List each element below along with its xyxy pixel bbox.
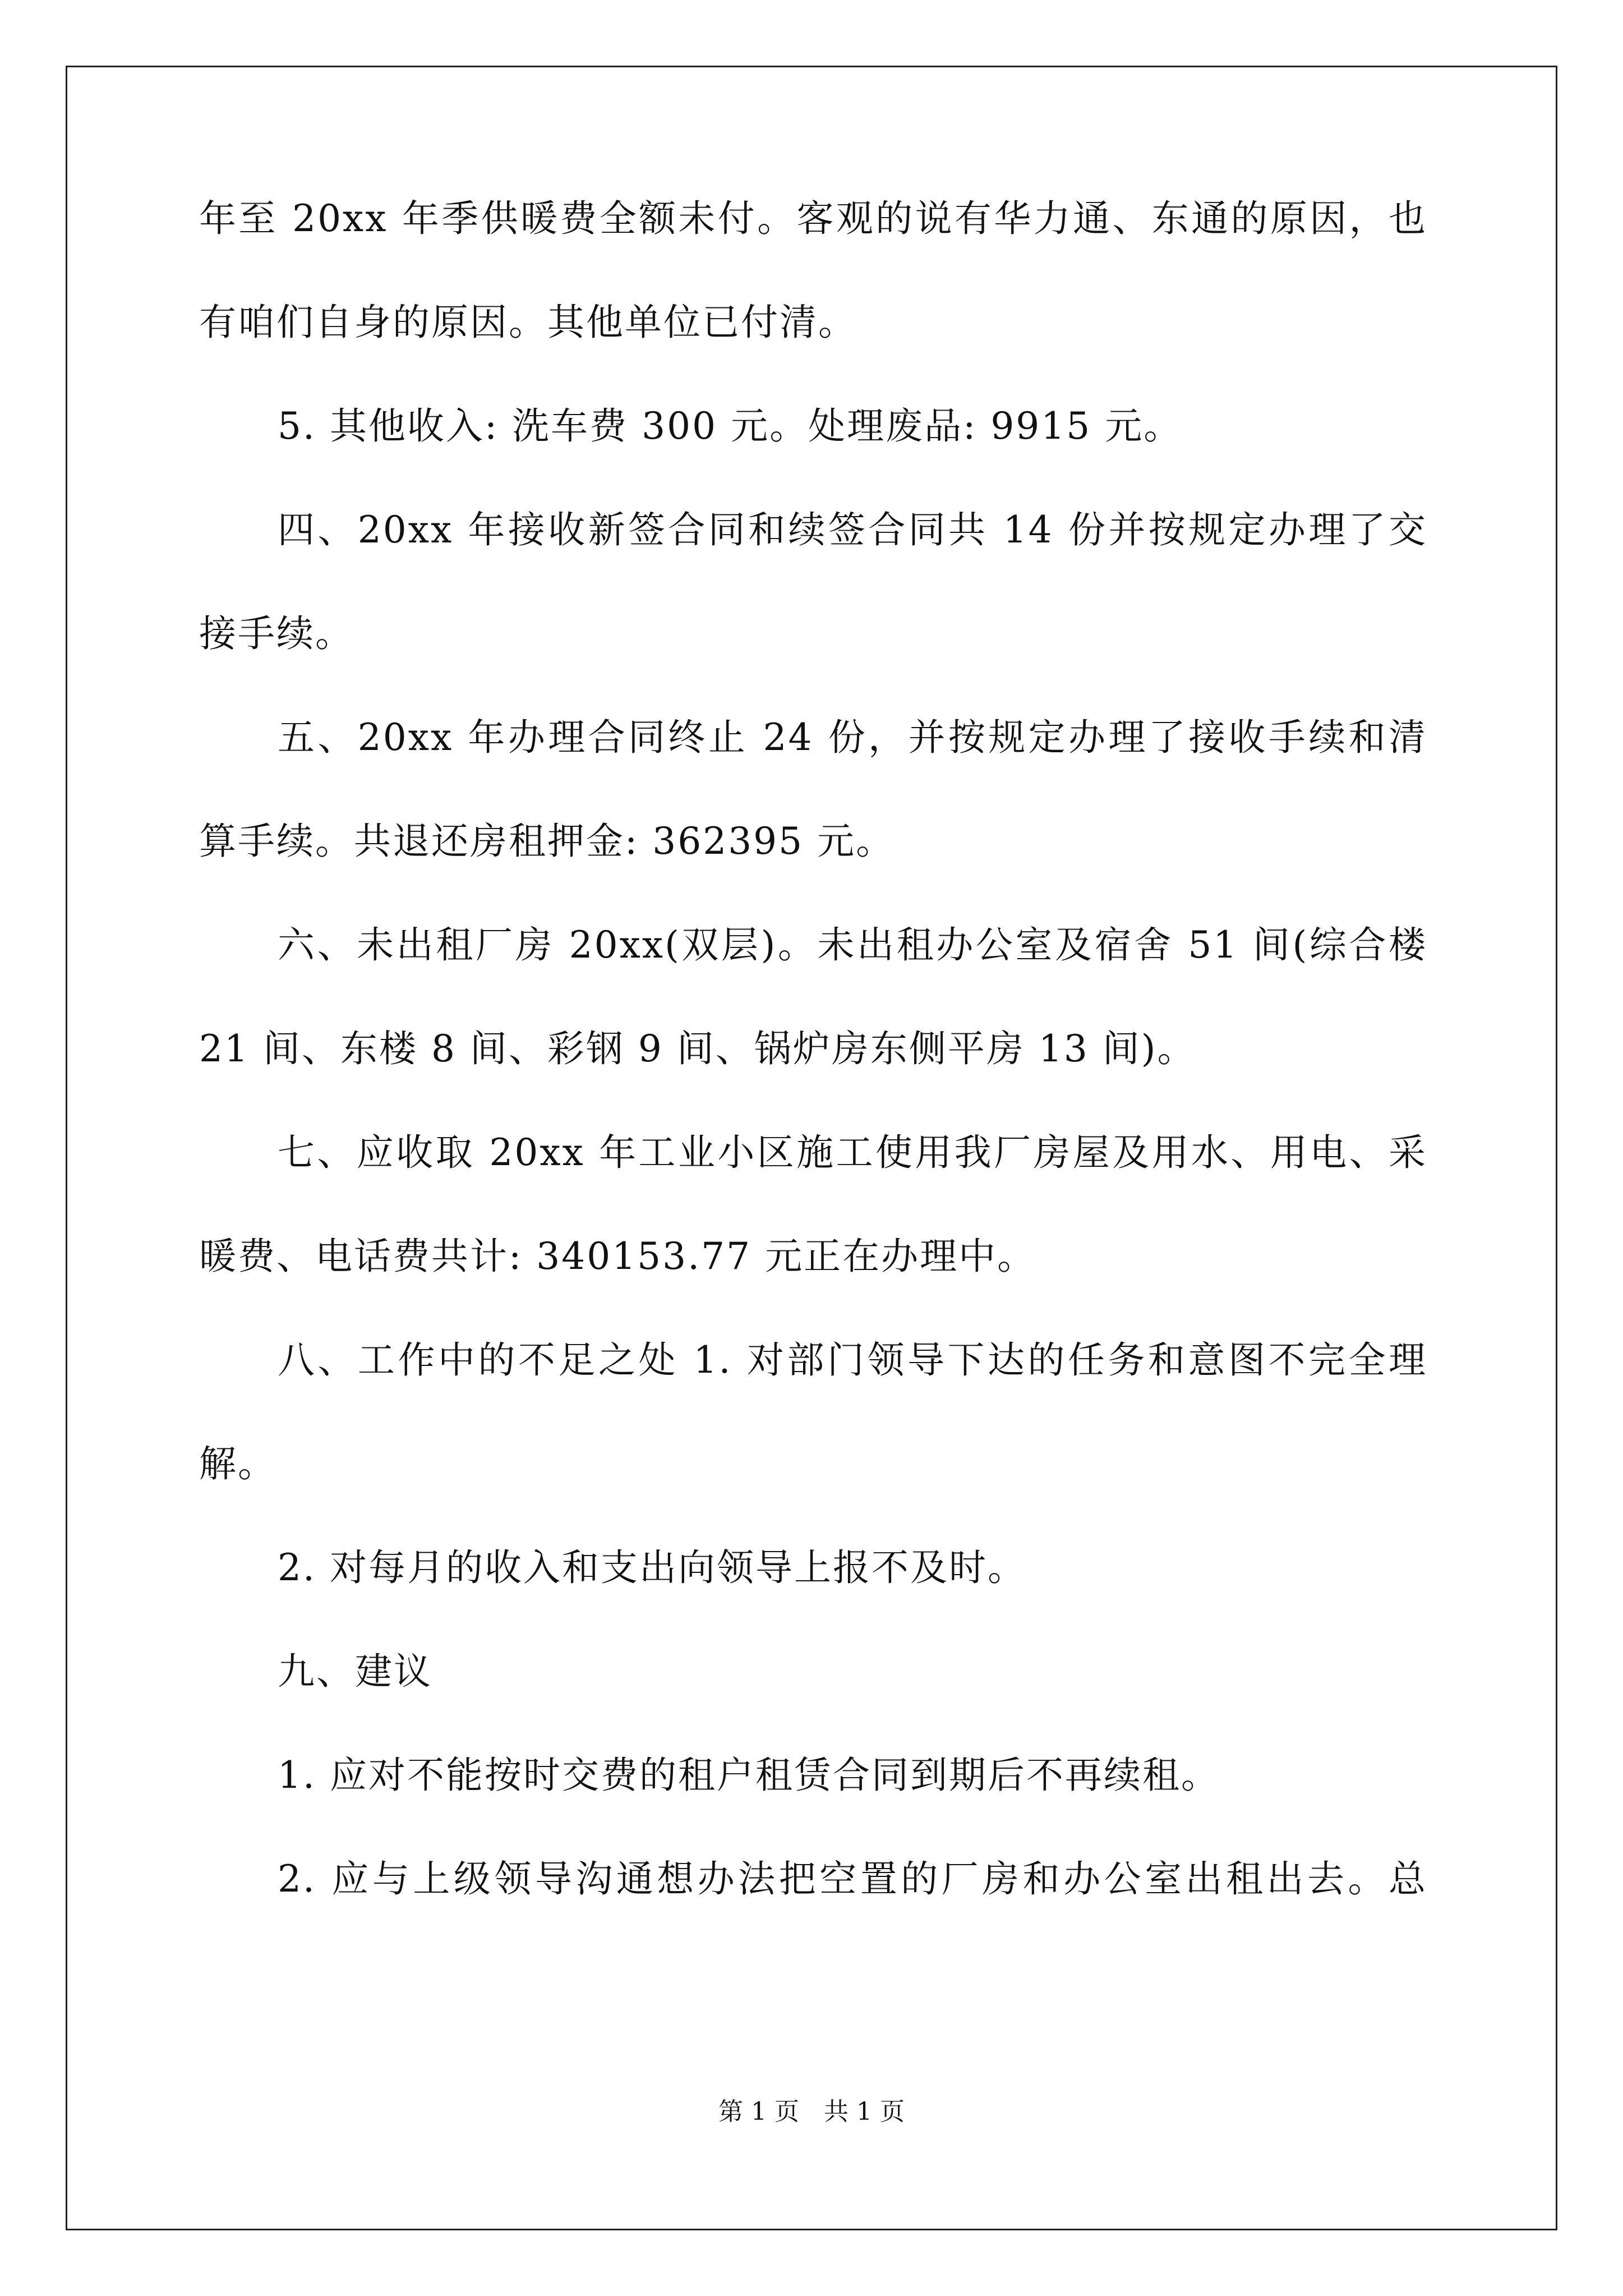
text-line: 接手续。 bbox=[199, 612, 354, 655]
section-heading: 九、建议 bbox=[278, 1650, 432, 1693]
text-line: 八、工作中的不足之处 1. 对部门领导下达的任务和意图不完全理 bbox=[278, 1338, 1427, 1382]
text-line: 暖费、电话费共计: 340153.77 元正在办理中。 bbox=[199, 1235, 1036, 1278]
text-line: 年至 20xx 年季供暖费全额未付。客观的说有华力通、东通的原因，也 bbox=[199, 197, 1427, 240]
text-line: 21 间、东楼 8 间、彩钢 9 间、锅炉房东侧平房 13 间)。 bbox=[199, 1027, 1196, 1070]
text-line: 5. 其他收入: 洗车费 300 元。处理废品: 9915 元。 bbox=[278, 404, 1183, 448]
text-line: 五、20xx 年办理合同终止 24 份，并按规定办理了接收手续和清 bbox=[278, 716, 1427, 759]
text-line: 七、应收取 20xx 年工业小区施工使用我厂房屋及用水、用电、采 bbox=[278, 1131, 1427, 1174]
text-line: 六、未出租厂房 20xx(双层)。未出租办公室及宿舍 51 间(综合楼 bbox=[278, 923, 1427, 967]
text-line: 四、20xx 年接收新签合同和续签合同共 14 份并按规定办理了交 bbox=[278, 508, 1427, 551]
text-line: 解。 bbox=[199, 1442, 276, 1485]
text-line: 1. 应对不能按时交费的租户租赁合同到期后不再续租。 bbox=[278, 1754, 1220, 1797]
text-line: 2. 应与上级领导沟通想办法把空置的厂房和办公室出租出去。总 bbox=[278, 1857, 1427, 1901]
text-line: 有咱们自身的原因。其他单位已付清。 bbox=[199, 301, 857, 344]
page-footer: 第 1 页 共 1 页 bbox=[718, 2097, 905, 2126]
text-line: 2. 对每月的收入和支出向领导上报不及时。 bbox=[278, 1546, 1026, 1589]
text-line: 算手续。共退还房租押金: 362395 元。 bbox=[199, 820, 895, 863]
